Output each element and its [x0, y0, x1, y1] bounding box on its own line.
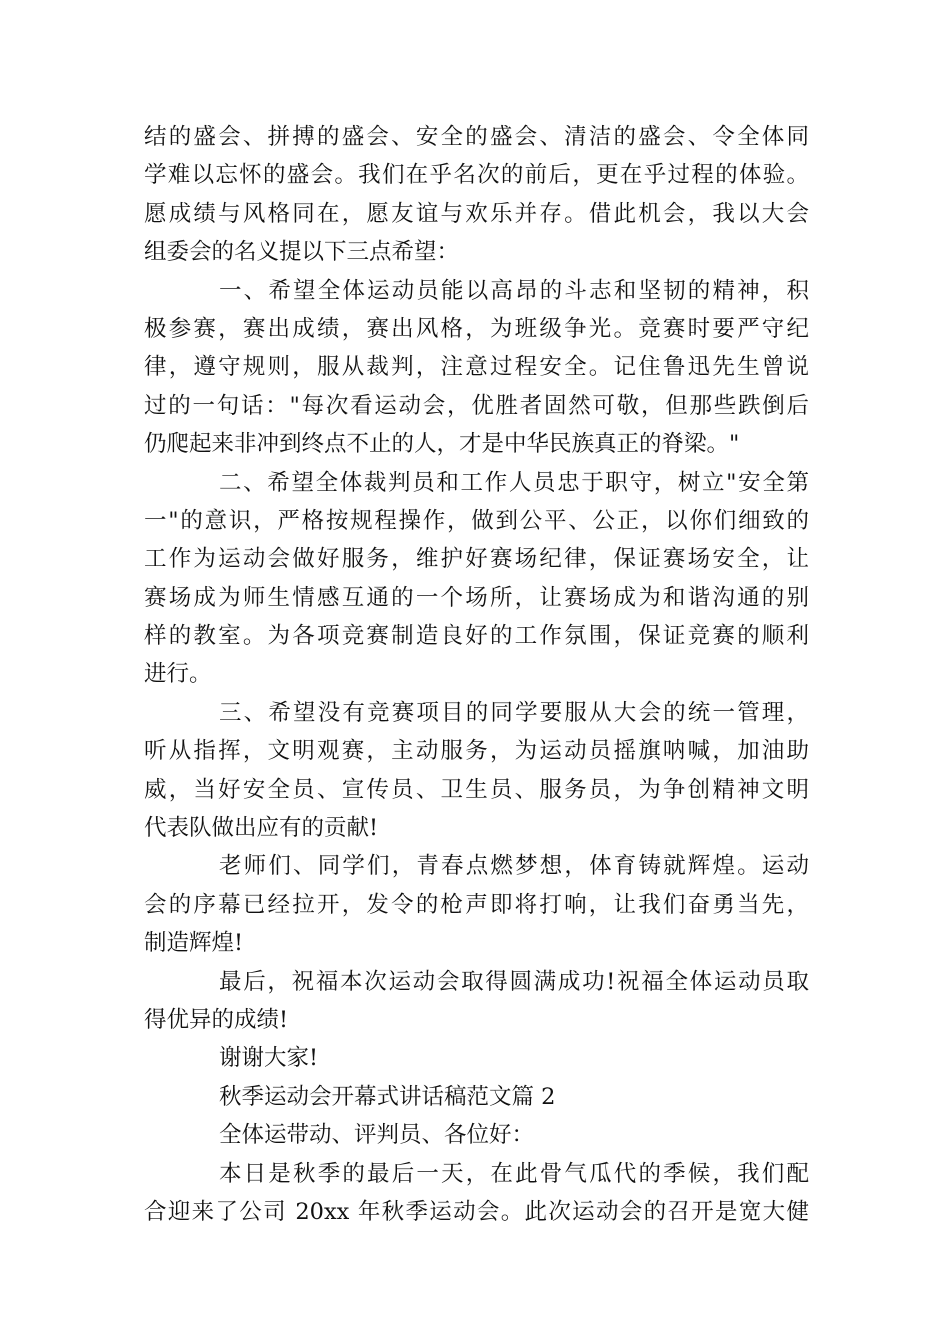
text-line: 制造辉煌!	[144, 930, 244, 957]
text-line: 二、希望全体裁判员和工作人员忠于职守，树立"安全第	[219, 469, 809, 496]
text-line: 一"的意识，严格按规程操作，做到公平、公正，以你们细致的	[144, 507, 809, 534]
text-line: 谢谢大家!	[219, 1045, 319, 1072]
text-line: 威，当好安全员、宣传员、卫生员、服务员，为争创精神文明	[144, 776, 809, 803]
text-line: 愿成绩与风格同在，愿友谊与欢乐并存。借此机会，我以大会	[144, 200, 809, 227]
text-line: 赛场成为师生情感互通的一个场所，让赛场成为和谐沟通的别	[144, 584, 809, 611]
text-line: 全体运带动、评判员、各位好：	[219, 1122, 535, 1149]
text-line: 合迎来了公司 20xx 年秋季运动会。此次运动会的召开是宽大健	[144, 1198, 809, 1225]
text-line: 最后，祝福本次运动会取得圆满成功!祝福全体运动员取	[219, 968, 809, 995]
text-line: 老师们、同学们，青春点燃梦想，体育铸就辉煌。运动	[219, 853, 809, 880]
text-line: 仍爬起来非冲到终点不止的人，才是中华民族真正的脊梁。"	[144, 431, 740, 458]
text-line: 听从指挥，文明观赛，主动服务，为运动员摇旗呐喊，加油助	[144, 738, 809, 765]
text-line: 组委会的名义提以下三点希望：	[144, 239, 460, 266]
document-body	[144, 118, 809, 1231]
text-line: 秋季运动会开幕式讲话稿范文篇 2	[219, 1083, 556, 1110]
text-line: 工作为运动会做好服务，维护好赛场纪律，保证赛场安全，让	[144, 546, 809, 573]
text-line: 本日是秋季的最后一天，在此骨气瓜代的季候，我们配	[219, 1160, 809, 1187]
text-line: 极参赛，赛出成绩，赛出风格，为班级争光。竞赛时要严守纪	[144, 315, 809, 342]
text-line: 学难以忘怀的盛会。我们在乎名次的前后，更在乎过程的体验。	[144, 162, 809, 189]
text-line: 结的盛会、拼搏的盛会、安全的盛会、清洁的盛会、令全体同	[144, 124, 809, 150]
text-line: 律，遵守规则，服从裁判，注意过程安全。记住鲁迅先生曾说	[144, 354, 809, 381]
text-line: 一、希望全体运动员能以高昂的斗志和坚韧的精神，积	[219, 277, 809, 304]
text-line: 代表队做出应有的贡献!	[144, 815, 379, 842]
text-line: 进行。	[144, 661, 212, 688]
text-line: 样的教室。为各项竞赛制造良好的工作氛围，保证竞赛的顺利	[144, 623, 809, 650]
text-line: 会的序幕已经拉开，发令的枪声即将打响，让我们奋勇当先，	[144, 891, 809, 918]
text-line: 过的一句话："每次看运动会，优胜者固然可敬，但那些跌倒后	[144, 392, 809, 419]
text-line: 得优异的成绩!	[144, 1006, 289, 1033]
text-line: 三、希望没有竞赛项目的同学要服从大会的统一管理，	[219, 699, 809, 726]
